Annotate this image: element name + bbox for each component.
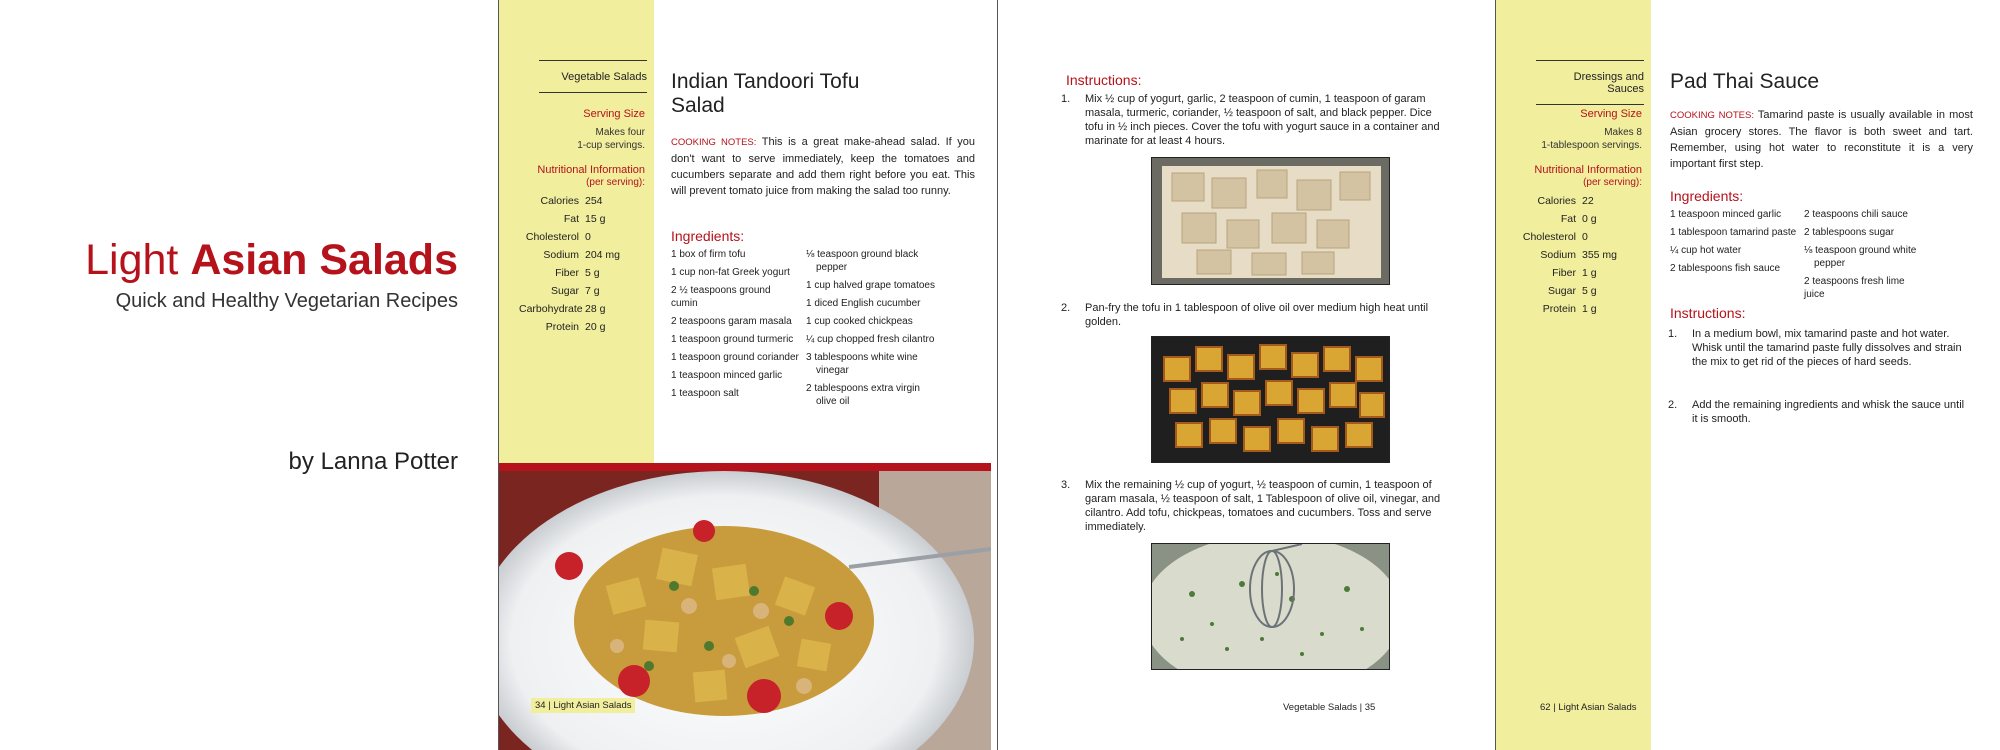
cooking-notes: [671, 134, 975, 199]
book-subtitle: Quick and Healthy Vegetarian Recipes: [115, 290, 458, 312]
nutrition-value: 15 g: [585, 213, 606, 225]
marinated-tofu-illustration: [1152, 158, 1390, 285]
step-number: 1.: [1061, 93, 1071, 105]
ingredient-item: 2 teaspoons chili sauce: [1804, 209, 1908, 220]
instruction-step: [1668, 398, 1972, 426]
book-title: [85, 236, 458, 285]
nutrition-row: [519, 210, 647, 228]
ingredient-item: 2 tablespoons sugar: [1804, 227, 1895, 238]
step-text: Mix the remaining ½ cup of yogurt, ½ teaspoon of cumin, 1 teaspoon of garam masala, ½ teaspoon of salt, 1 Tablespoon of olive oil, vinegar, and cilantro. Add tofu, chickpeas, tomatoes and cucumbers. Toss and serve immediately.: [1085, 479, 1441, 533]
fried-tofu-photo: [1151, 336, 1390, 463]
nutrition-label: Sodium: [1540, 249, 1576, 261]
page-footer: 34 | Light Asian Salads: [531, 698, 635, 713]
step-text: Mix ½ cup of yogurt, garlic, 2 teaspoon of cumin, 1 teaspoon of garam masala, turmeric, coriander, ½ teaspoon of salt, and black pepper. Dice tofu in ½ inch pieces. Cover the tofu with yogurt sauce in a container and marinate for at least 4 hours.: [1085, 93, 1440, 147]
nutrition-label: Protein: [1542, 303, 1576, 315]
nutrition-label: Sugar: [1547, 285, 1576, 297]
ingredient-item: ¼ cup chopped fresh cilantro: [806, 334, 935, 345]
ingredient-item: 2 tablespoons fish sauce: [1670, 263, 1781, 274]
step-number: 2.: [1668, 399, 1678, 411]
nutrition-row: [519, 318, 647, 336]
nutrition-value: 0: [1582, 231, 1588, 243]
nutrition-heading: Nutritional Information: [1534, 164, 1642, 176]
page-35: [998, 0, 1495, 750]
ingredients-list-right: [806, 248, 938, 413]
ingredient-item: ⅛ teaspoon ground white pepper: [1804, 245, 1917, 269]
cooking-notes: [1670, 107, 1973, 172]
step-number: 2.: [1061, 302, 1071, 314]
ingredient-item: ¼ cup hot water: [1670, 245, 1742, 256]
ingredient-item: 1 teaspoon salt: [671, 388, 739, 399]
step-number: 3.: [1061, 479, 1071, 491]
nutrition-row: [519, 192, 647, 210]
cooking-notes-text: Tamarind paste is usually available in most Asian grocery stores. The flavor is both sweet and tart. Remember, using hot water to reconstitute it is a very important first step.: [1670, 109, 1973, 170]
nutrition-value: 204 mg: [585, 249, 621, 261]
ingredient-item: 1 cup halved grape tomatoes: [806, 280, 935, 291]
recipe-title: [671, 70, 859, 118]
ingredient-item: 1 cup non-fat Greek yogurt: [671, 267, 790, 278]
nutrition-row: [1516, 264, 1644, 282]
instruction-step: [1668, 327, 1972, 369]
nutrition-value: 0 g: [1582, 213, 1597, 225]
nutrition-label: Fat: [563, 213, 579, 225]
nutrition-row: [519, 300, 647, 318]
step-text: Pan-fry the tofu in 1 tablespoon of olive oil over medium high heat until golden.: [1085, 302, 1429, 328]
nutrition-label: Fiber: [555, 267, 579, 279]
step-text: Add the remaining ingredients and whisk the sauce until it is smooth.: [1692, 399, 1965, 425]
nutrition-label: Cholesterol: [1522, 231, 1576, 243]
instruction-step: [1061, 301, 1447, 329]
recipe-title-line2: Salad: [671, 94, 725, 117]
ingredients-list-left: [671, 248, 799, 405]
photo-top-band: [499, 463, 991, 471]
ingredient-item: 2 teaspoons fresh lime juice: [1804, 276, 1905, 300]
serving-size-line1: Makes four: [595, 127, 645, 138]
ingredients-list-right: [1804, 208, 1924, 306]
nutrition-row: [1516, 282, 1644, 300]
recipe-title: Pad Thai Sauce: [1670, 70, 1820, 93]
step-number: 1.: [1668, 328, 1678, 340]
nutrition-value: 1 g: [1582, 267, 1597, 279]
nutrition-heading: Nutritional Information: [537, 164, 645, 176]
dressing-photo: [1151, 543, 1390, 670]
nutrition-table: [1516, 192, 1644, 318]
ingredient-item: 1 diced English cucumber: [806, 298, 921, 309]
category-label: Vegetable Salads: [539, 60, 647, 93]
ingredient-item: 3 tablespoons white wine vinegar: [806, 352, 918, 376]
ingredient-item: 1 box of firm tofu: [671, 249, 746, 260]
page-footer: Vegetable Salads | 35: [1283, 702, 1376, 713]
page-footer: 62 | Light Asian Salads: [1540, 702, 1637, 713]
ingredient-item: 1 teaspoon ground coriander: [671, 352, 799, 363]
nutrition-value: 1 g: [1582, 303, 1597, 315]
nutrition-value: 0: [585, 231, 591, 243]
ingredient-item: 2 tablespoons extra virgin olive oil: [806, 383, 920, 407]
cooking-notes-text: This is a great make-ahead salad. If you don't want to serve immediately, keep the tomatoes and cucumbers separate and add them right before you eat. This will prevent tomato juice from making the salad too runny.: [671, 136, 976, 197]
nutrition-value: 20 g: [585, 321, 606, 333]
nutrition-label: Calories: [540, 195, 579, 207]
ingredient-item: ⅛ teaspoon ground black pepper: [806, 249, 919, 273]
cover-page: [0, 0, 498, 750]
nutrition-subheading: (per serving):: [586, 177, 645, 188]
ingredient-item: 1 tablespoon tamarind paste: [1670, 227, 1797, 238]
nutrition-value: 28 g: [585, 303, 606, 315]
ingredient-item: 2 ½ teaspoons ground cumin: [671, 285, 771, 309]
page-34: [499, 0, 997, 750]
dressing-illustration: [1152, 544, 1390, 670]
sidebar: [1496, 0, 1651, 750]
nutrition-label: Fiber: [1552, 267, 1576, 279]
nutrition-row: [1516, 210, 1644, 228]
serving-size-line2: 1-cup servings.: [577, 140, 645, 151]
nutrition-label: Calories: [1537, 195, 1576, 207]
nutrition-label: Fat: [1560, 213, 1576, 225]
category-label: Dressings and Sauces: [1536, 60, 1644, 105]
book-author: by Lanna Potter: [288, 448, 458, 475]
nutrition-row: [1516, 246, 1644, 264]
nutrition-label: Protein: [545, 321, 579, 333]
nutrition-row: [519, 246, 647, 264]
nutrition-row: [519, 264, 647, 282]
serving-size-heading: Serving Size: [583, 108, 645, 120]
ingredient-item: 1 cup cooked chickpeas: [806, 316, 913, 327]
serving-size-line1: Makes 8: [1604, 127, 1642, 138]
serving-size-heading: Serving Size: [1580, 108, 1642, 120]
nutrition-label: Cholesterol: [525, 231, 579, 243]
nutrition-row: [519, 228, 647, 246]
ingredients-heading: Ingredients:: [1670, 188, 1744, 204]
nutrition-value: 7 g: [585, 285, 600, 297]
nutrition-value: 355 mg: [1582, 249, 1618, 261]
cooking-notes-label: COOKING NOTES:: [671, 137, 757, 148]
nutrition-value: 5 g: [585, 267, 600, 279]
nutrition-label: Sodium: [543, 249, 579, 261]
nutrition-label: Sugar: [550, 285, 579, 297]
marinated-tofu-photo: [1151, 157, 1390, 285]
ingredient-item: 2 teaspoons garam masala: [671, 316, 792, 327]
serving-size-line2: 1-tablespoon servings.: [1541, 140, 1642, 151]
cooking-notes-label: COOKING NOTES:: [1670, 110, 1754, 121]
nutrition-table: [519, 192, 647, 336]
nutrition-row: [519, 282, 647, 300]
nutrition-value: 22: [1582, 195, 1594, 207]
fried-tofu-illustration: [1152, 337, 1390, 463]
nutrition-row: [1516, 300, 1644, 318]
nutrition-subheading: (per serving):: [1583, 177, 1642, 188]
ingredient-item: 1 teaspoon minced garlic: [1670, 209, 1782, 220]
ingredients-list-left: [1670, 208, 1802, 280]
book-title-bold: Asian Salads: [190, 236, 458, 284]
instructions-heading: Instructions:: [1066, 72, 1142, 88]
instruction-step: [1061, 92, 1447, 148]
step-text: In a medium bowl, mix tamarind paste and hot water. Whisk until the tamarind paste fully dissolves and strain the mix to get rid of the pieces of hard seeds.: [1692, 328, 1962, 368]
recipe-title-line1: Indian Tandoori Tofu: [671, 70, 860, 93]
nutrition-value: 254: [585, 195, 603, 207]
ingredients-heading: Ingredients:: [671, 228, 745, 244]
nutrition-label: Carbohydrate: [519, 303, 583, 315]
book-title-light: Light: [85, 236, 191, 284]
instruction-step: [1061, 478, 1447, 534]
ingredient-item: 1 teaspoon ground turmeric: [671, 334, 794, 345]
nutrition-row: [1516, 228, 1644, 246]
nutrition-row: [1516, 192, 1644, 210]
page-62: [1496, 0, 2000, 750]
instructions-heading: Instructions:: [1670, 305, 1746, 321]
nutrition-value: 5 g: [1582, 285, 1597, 297]
ingredient-item: 1 teaspoon minced garlic: [671, 370, 783, 381]
